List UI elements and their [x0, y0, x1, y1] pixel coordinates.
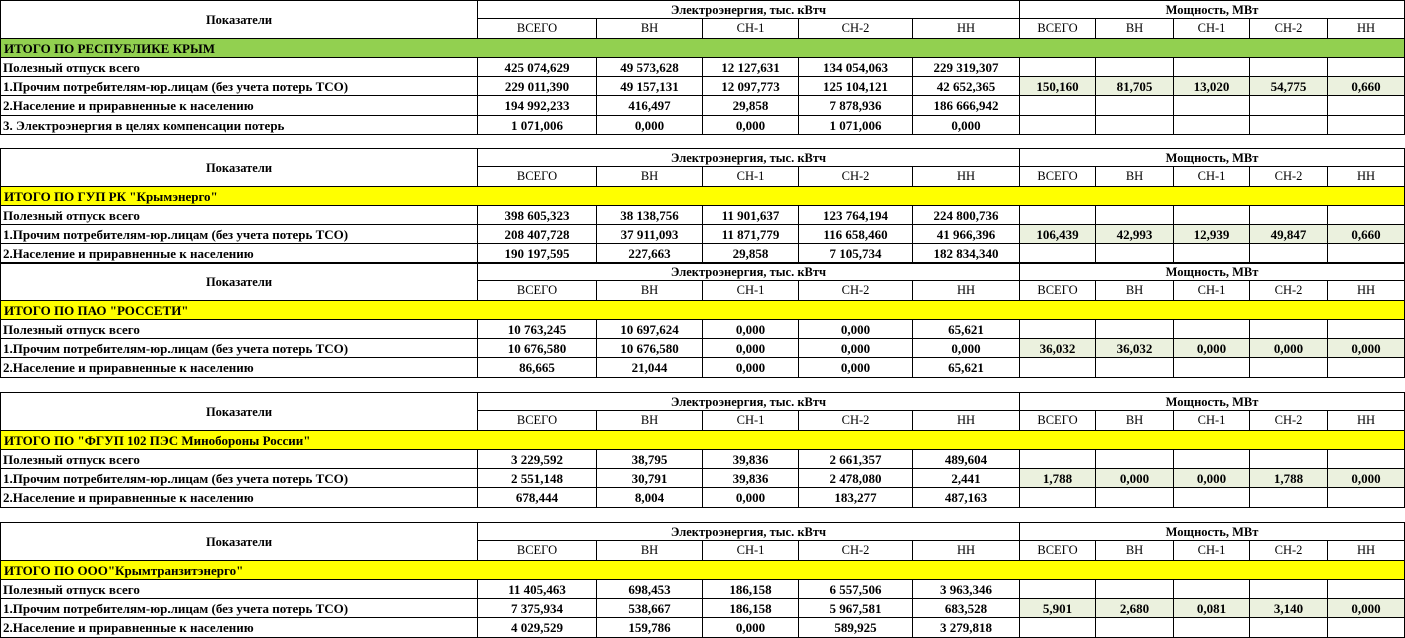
- table-row: [0, 116, 1405, 135]
- group-title: ИТОГО ПО ПАО "РОССЕТИ": [0, 301, 1405, 320]
- energy-value: 29,858: [703, 96, 799, 115]
- empty-cell: [1250, 206, 1328, 225]
- empty-cell: [1020, 450, 1096, 469]
- table-row: [0, 206, 1405, 225]
- sub-column-header: СН-2: [1250, 411, 1328, 430]
- empty-cell: [1328, 358, 1405, 377]
- energy-value: 159,786: [597, 618, 703, 637]
- empty-cell: [1250, 96, 1328, 115]
- sub-column-header: СН-1: [703, 19, 799, 38]
- table-row: [0, 77, 1405, 96]
- energy-value: 8,004: [597, 488, 703, 507]
- energy-value: 37 911,093: [597, 225, 703, 244]
- energy-value: 49 157,131: [597, 77, 703, 96]
- energy-value: 229 319,307: [913, 58, 1020, 77]
- sub-column-header: ВН: [597, 281, 703, 300]
- empty-cell: [1328, 320, 1405, 339]
- power-value: 5,901: [1020, 599, 1096, 618]
- sub-column-header: СН-2: [799, 281, 913, 300]
- empty-cell: [1174, 488, 1250, 507]
- energy-value: 589,925: [799, 618, 913, 637]
- power-value: 106,439: [1020, 225, 1096, 244]
- sub-column-header: ВН: [597, 167, 703, 186]
- sub-column-header: СН-2: [1250, 19, 1328, 38]
- empty-cell: [1174, 580, 1250, 599]
- table-block: [0, 392, 1405, 508]
- energy-group-header: Электроэнергия, тыс. кВтч: [478, 522, 1020, 541]
- sub-column-header: СН-1: [1174, 541, 1250, 560]
- table-row: [0, 469, 1405, 488]
- table-row: [0, 599, 1405, 618]
- empty-cell: [1020, 488, 1096, 507]
- energy-value: 116 658,460: [799, 225, 913, 244]
- power-value: 0,000: [1174, 339, 1250, 358]
- sub-column-header: СН-1: [1174, 19, 1250, 38]
- empty-cell: [1096, 580, 1174, 599]
- sub-column-header: НН: [913, 541, 1020, 560]
- sub-column-header: СН-2: [799, 167, 913, 186]
- energy-value: 0,000: [913, 339, 1020, 358]
- sub-column-header: ВН: [597, 411, 703, 430]
- column-header: [0, 522, 1405, 561]
- empty-cell: [1096, 96, 1174, 115]
- energy-value: 678,444: [478, 488, 597, 507]
- energy-value: 183,277: [799, 488, 913, 507]
- power-value: 150,160: [1020, 77, 1096, 96]
- sub-column-header: НН: [913, 281, 1020, 300]
- group-title-row: [0, 187, 1405, 206]
- energy-value: 11 405,463: [478, 580, 597, 599]
- sub-column-header: ВСЕГО: [1020, 411, 1096, 430]
- sub-column-header: ВСЕГО: [478, 541, 597, 560]
- table-block: [0, 0, 1405, 135]
- energy-value: 11 871,779: [703, 225, 799, 244]
- empty-cell: [1174, 116, 1250, 135]
- sub-column-header: СН-1: [703, 167, 799, 186]
- energy-value: 10 697,624: [597, 320, 703, 339]
- row-label: 2.Население и приравненные к населению: [0, 488, 478, 507]
- power-value: 0,660: [1328, 225, 1405, 244]
- energy-value: 41 966,396: [913, 225, 1020, 244]
- column-header: [0, 262, 1405, 301]
- empty-cell: [1174, 206, 1250, 225]
- sub-column-header: НН: [1328, 541, 1405, 560]
- sub-column-header: СН-2: [799, 541, 913, 560]
- power-value: 0,000: [1328, 339, 1405, 358]
- empty-cell: [1328, 58, 1405, 77]
- power-value: 12,939: [1174, 225, 1250, 244]
- empty-cell: [1250, 450, 1328, 469]
- sub-column-header: ВСЕГО: [1020, 541, 1096, 560]
- empty-cell: [1250, 116, 1328, 135]
- energy-value: 7 375,934: [478, 599, 597, 618]
- empty-cell: [1096, 206, 1174, 225]
- table-row: [0, 244, 1405, 263]
- empty-cell: [1328, 450, 1405, 469]
- power-value: 1,788: [1250, 469, 1328, 488]
- energy-value: 30,791: [597, 469, 703, 488]
- energy-value: 7 878,936: [799, 96, 913, 115]
- energy-value: 3 229,592: [478, 450, 597, 469]
- energy-value: 42 652,365: [913, 77, 1020, 96]
- group-title-row: [0, 39, 1405, 58]
- power-group-header: Мощность, МВт: [1020, 392, 1405, 411]
- sub-column-header: СН-1: [703, 541, 799, 560]
- power-value: 2,680: [1096, 599, 1174, 618]
- group-title: ИТОГО ПО "ФГУП 102 ПЭС Минобороны России": [0, 431, 1405, 450]
- power-value: 0,660: [1328, 77, 1405, 96]
- sub-column-header: СН-2: [1250, 541, 1328, 560]
- energy-value: 0,000: [597, 116, 703, 135]
- sub-column-header: НН: [913, 19, 1020, 38]
- energy-group-header: Электроэнергия, тыс. кВтч: [478, 392, 1020, 411]
- power-value: 81,705: [1096, 77, 1174, 96]
- power-value: 54,775: [1250, 77, 1328, 96]
- sub-column-header: СН-2: [799, 411, 913, 430]
- energy-value: 186,158: [703, 580, 799, 599]
- energy-value: 186 666,942: [913, 96, 1020, 115]
- sub-column-header: НН: [1328, 281, 1405, 300]
- energy-value: 489,604: [913, 450, 1020, 469]
- empty-cell: [1020, 580, 1096, 599]
- table-block: [0, 262, 1405, 378]
- energy-value: 227,663: [597, 244, 703, 263]
- power-value: 49,847: [1250, 225, 1328, 244]
- sub-column-header: СН-2: [799, 19, 913, 38]
- power-value: 36,032: [1096, 339, 1174, 358]
- energy-value: 65,621: [913, 358, 1020, 377]
- power-value: 36,032: [1020, 339, 1096, 358]
- sub-column-header: СН-2: [1250, 167, 1328, 186]
- column-header: [0, 0, 1405, 39]
- column-header: [0, 392, 1405, 431]
- energy-group-header: Электроэнергия, тыс. кВтч: [478, 262, 1020, 281]
- energy-value: 39,836: [703, 469, 799, 488]
- energy-value: 0,000: [703, 339, 799, 358]
- energy-value: 11 901,637: [703, 206, 799, 225]
- sub-column-header: ВСЕГО: [1020, 281, 1096, 300]
- energy-value: 398 605,323: [478, 206, 597, 225]
- energy-value: 125 104,121: [799, 77, 913, 96]
- sub-column-header: ВСЕГО: [478, 167, 597, 186]
- energy-value: 5 967,581: [799, 599, 913, 618]
- energy-value: 2,441: [913, 469, 1020, 488]
- energy-value: 10 763,245: [478, 320, 597, 339]
- sub-column-header: ВСЕГО: [1020, 19, 1096, 38]
- sub-column-header: НН: [1328, 411, 1405, 430]
- energy-value: 3 963,346: [913, 580, 1020, 599]
- sub-column-header: ВН: [597, 19, 703, 38]
- row-label: 2.Население и приравненные к населению: [0, 96, 478, 115]
- table-row: [0, 320, 1405, 339]
- energy-value: 186,158: [703, 599, 799, 618]
- sub-column-header: ВН: [1096, 19, 1174, 38]
- sub-column-header: НН: [1328, 167, 1405, 186]
- energy-value: 7 105,734: [799, 244, 913, 263]
- energy-value: 224 800,736: [913, 206, 1020, 225]
- row-label: 2.Население и приравненные к населению: [0, 618, 478, 637]
- table-row: [0, 339, 1405, 358]
- group-title: ИТОГО ПО ГУП РК "Крымэнерго": [0, 187, 1405, 206]
- sub-column-header: ВН: [1096, 541, 1174, 560]
- empty-cell: [1174, 244, 1250, 263]
- sub-column-header: ВСЕГО: [1020, 167, 1096, 186]
- sub-column-header: ВСЕГО: [478, 411, 597, 430]
- energy-value: 4 029,529: [478, 618, 597, 637]
- table-block: [0, 522, 1405, 638]
- empty-cell: [1096, 320, 1174, 339]
- sub-column-header: СН-1: [1174, 411, 1250, 430]
- table-block: [0, 148, 1405, 264]
- group-title: ИТОГО ПО РЕСПУБЛИКЕ КРЫМ: [0, 39, 1405, 58]
- energy-value: 2 551,148: [478, 469, 597, 488]
- empty-cell: [1096, 58, 1174, 77]
- empty-cell: [1096, 244, 1174, 263]
- energy-value: 683,528: [913, 599, 1020, 618]
- power-group-header: Мощность, МВт: [1020, 0, 1405, 19]
- row-label: Полезный отпуск всего: [0, 580, 478, 599]
- energy-value: 29,858: [703, 244, 799, 263]
- sub-column-header: СН-1: [703, 411, 799, 430]
- sub-column-header: НН: [913, 167, 1020, 186]
- energy-value: 38,795: [597, 450, 703, 469]
- energy-value: 0,000: [913, 116, 1020, 135]
- empty-cell: [1328, 488, 1405, 507]
- energy-value: 0,000: [799, 358, 913, 377]
- row-label: 1.Прочим потребителям-юр.лицам (без учета потерь ТСО): [0, 77, 478, 96]
- energy-value: 21,044: [597, 358, 703, 377]
- energy-value: 38 138,756: [597, 206, 703, 225]
- empty-cell: [1020, 116, 1096, 135]
- energy-value: 6 557,506: [799, 580, 913, 599]
- group-title-row: [0, 301, 1405, 320]
- power-value: 0,000: [1328, 599, 1405, 618]
- energy-value: 208 407,728: [478, 225, 597, 244]
- table-row: [0, 96, 1405, 115]
- sub-column-header: ВН: [1096, 167, 1174, 186]
- power-group-header: Мощность, МВт: [1020, 148, 1405, 167]
- empty-cell: [1020, 244, 1096, 263]
- sub-column-header: ВН: [1096, 281, 1174, 300]
- energy-value: 487,163: [913, 488, 1020, 507]
- energy-value: 0,000: [703, 358, 799, 377]
- empty-cell: [1328, 206, 1405, 225]
- energy-value: 0,000: [799, 339, 913, 358]
- empty-cell: [1174, 320, 1250, 339]
- empty-cell: [1174, 58, 1250, 77]
- energy-group-header: Электроэнергия, тыс. кВтч: [478, 148, 1020, 167]
- energy-value: 0,000: [703, 320, 799, 339]
- energy-value: 698,453: [597, 580, 703, 599]
- power-value: 0,000: [1174, 469, 1250, 488]
- empty-cell: [1174, 618, 1250, 637]
- energy-value: 134 054,063: [799, 58, 913, 77]
- power-group-header: Мощность, МВт: [1020, 522, 1405, 541]
- empty-cell: [1174, 96, 1250, 115]
- power-value: 1,788: [1020, 469, 1096, 488]
- sub-column-header: ВН: [1096, 411, 1174, 430]
- empty-cell: [1250, 358, 1328, 377]
- empty-cell: [1174, 450, 1250, 469]
- row-label: 1.Прочим потребителям-юр.лицам (без учета потерь ТСО): [0, 339, 478, 358]
- indicators-header: Показатели: [0, 392, 478, 431]
- empty-cell: [1250, 618, 1328, 637]
- group-title: ИТОГО ПО ООО"Крымтранзитэнерго": [0, 561, 1405, 580]
- empty-cell: [1250, 488, 1328, 507]
- sub-column-header: СН-1: [1174, 281, 1250, 300]
- energy-value: 2 478,080: [799, 469, 913, 488]
- row-label: 2.Население и приравненные к населению: [0, 358, 478, 377]
- energy-value: 194 992,233: [478, 96, 597, 115]
- sub-column-header: СН-1: [703, 281, 799, 300]
- empty-cell: [1096, 116, 1174, 135]
- energy-value: 86,665: [478, 358, 597, 377]
- empty-cell: [1020, 96, 1096, 115]
- power-value: 0,000: [1096, 469, 1174, 488]
- energy-value: 12 097,773: [703, 77, 799, 96]
- indicators-header: Показатели: [0, 148, 478, 187]
- table-row: [0, 358, 1405, 377]
- sub-column-header: СН-2: [1250, 281, 1328, 300]
- power-value: 42,993: [1096, 225, 1174, 244]
- empty-cell: [1250, 320, 1328, 339]
- energy-value: 538,667: [597, 599, 703, 618]
- energy-value: 0,000: [799, 320, 913, 339]
- empty-cell: [1328, 244, 1405, 263]
- row-label: 1.Прочим потребителям-юр.лицам (без учета потерь ТСО): [0, 469, 478, 488]
- energy-value: 10 676,580: [597, 339, 703, 358]
- row-label: 1.Прочим потребителям-юр.лицам (без учета потерь ТСО): [0, 599, 478, 618]
- sub-column-header: ВСЕГО: [478, 19, 597, 38]
- energy-value: 0,000: [703, 618, 799, 637]
- empty-cell: [1096, 488, 1174, 507]
- energy-group-header: Электроэнергия, тыс. кВтч: [478, 0, 1020, 19]
- energy-value: 0,000: [703, 488, 799, 507]
- energy-value: 39,836: [703, 450, 799, 469]
- energy-value: 49 573,628: [597, 58, 703, 77]
- indicators-header: Показатели: [0, 522, 478, 561]
- table-row: [0, 225, 1405, 244]
- energy-value: 2 661,357: [799, 450, 913, 469]
- energy-value: 1 071,006: [799, 116, 913, 135]
- table-row: [0, 618, 1405, 637]
- row-label: 3. Электроэнергия в целях компенсации потерь: [0, 116, 478, 135]
- empty-cell: [1328, 580, 1405, 599]
- empty-cell: [1020, 358, 1096, 377]
- energy-value: 182 834,340: [913, 244, 1020, 263]
- row-label: Полезный отпуск всего: [0, 58, 478, 77]
- row-label: 2.Население и приравненные к населению: [0, 244, 478, 263]
- empty-cell: [1020, 320, 1096, 339]
- power-value: 0,000: [1250, 339, 1328, 358]
- group-title-row: [0, 431, 1405, 450]
- energy-value: 65,621: [913, 320, 1020, 339]
- sub-column-header: ВСЕГО: [478, 281, 597, 300]
- empty-cell: [1328, 618, 1405, 637]
- group-title-row: [0, 561, 1405, 580]
- table-row: [0, 450, 1405, 469]
- empty-cell: [1020, 206, 1096, 225]
- table-row: [0, 488, 1405, 507]
- empty-cell: [1250, 580, 1328, 599]
- energy-value: 416,497: [597, 96, 703, 115]
- energy-value: 12 127,631: [703, 58, 799, 77]
- energy-value: 10 676,580: [478, 339, 597, 358]
- empty-cell: [1174, 358, 1250, 377]
- row-label: Полезный отпуск всего: [0, 320, 478, 339]
- indicators-header: Показатели: [0, 262, 478, 301]
- indicators-header: Показатели: [0, 0, 478, 39]
- empty-cell: [1096, 450, 1174, 469]
- empty-cell: [1250, 244, 1328, 263]
- empty-cell: [1096, 358, 1174, 377]
- empty-cell: [1020, 58, 1096, 77]
- row-label: Полезный отпуск всего: [0, 206, 478, 225]
- energy-value: 123 764,194: [799, 206, 913, 225]
- sub-column-header: СН-1: [1174, 167, 1250, 186]
- sub-column-header: ВН: [597, 541, 703, 560]
- energy-value: 1 071,006: [478, 116, 597, 135]
- empty-cell: [1328, 96, 1405, 115]
- column-header: [0, 148, 1405, 187]
- power-value: 0,000: [1328, 469, 1405, 488]
- power-group-header: Мощность, МВт: [1020, 262, 1405, 281]
- energy-value: 229 011,390: [478, 77, 597, 96]
- energy-value: 0,000: [703, 116, 799, 135]
- power-value: 3,140: [1250, 599, 1328, 618]
- power-value: 0,081: [1174, 599, 1250, 618]
- energy-value: 190 197,595: [478, 244, 597, 263]
- empty-cell: [1328, 116, 1405, 135]
- empty-cell: [1250, 58, 1328, 77]
- sub-column-header: НН: [1328, 19, 1405, 38]
- row-label: 1.Прочим потребителям-юр.лицам (без учета потерь ТСО): [0, 225, 478, 244]
- power-value: 13,020: [1174, 77, 1250, 96]
- energy-value: 425 074,629: [478, 58, 597, 77]
- empty-cell: [1020, 618, 1096, 637]
- empty-cell: [1096, 618, 1174, 637]
- table-row: [0, 580, 1405, 599]
- table-row: [0, 58, 1405, 77]
- sub-column-header: НН: [913, 411, 1020, 430]
- row-label: Полезный отпуск всего: [0, 450, 478, 469]
- energy-value: 3 279,818: [913, 618, 1020, 637]
